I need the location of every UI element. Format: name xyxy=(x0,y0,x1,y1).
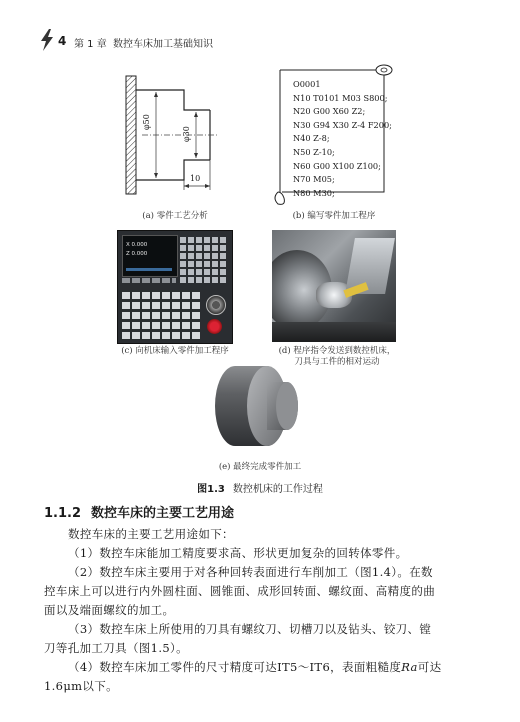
program-line: O0001 xyxy=(293,79,321,89)
program-line: N10 T0101 M03 S800; xyxy=(293,92,388,103)
program-line: N40 Z-8; xyxy=(293,133,330,144)
roughness-symbol: Ra xyxy=(401,660,418,674)
section-heading xyxy=(44,502,234,521)
paragraph-text: 可达 xyxy=(417,660,442,674)
paragraph-line: 1.6μm以下。 xyxy=(44,679,118,693)
figure-title xyxy=(0,480,520,495)
screen-softkeys xyxy=(122,278,176,283)
machine-bed xyxy=(272,322,396,342)
program-line: N80 M30; xyxy=(293,187,335,198)
lightning-icon xyxy=(40,29,54,51)
tool-turret xyxy=(345,238,395,294)
cnc-screen xyxy=(122,235,178,277)
program-text xyxy=(293,78,392,200)
dim-10: 10 xyxy=(190,174,201,183)
dim-phi30: φ30 xyxy=(182,126,191,142)
page-number: 4 xyxy=(58,34,67,48)
program-line: N70 M05; xyxy=(293,174,335,185)
caption-b: (b) 编写零件加工程序 xyxy=(292,211,376,221)
figure-label: 图1.3 xyxy=(197,484,225,495)
caption-d-line1: (d) 程序指令发送到数控机床， xyxy=(278,346,396,356)
paragraph-line: 控车床上可以进行内外圆柱面、圆锥面、成形回转面、螺纹面、高精度的曲 xyxy=(44,584,436,598)
paragraph: （1）数控车床能加工精度要求高、形状更加复杂的回转体零件。 xyxy=(68,546,408,560)
emergency-stop xyxy=(207,319,222,334)
machining-photo xyxy=(272,230,396,342)
alpha-keypad xyxy=(180,235,228,283)
section-title: 数控车床的主要工艺用途 xyxy=(91,506,235,521)
paragraph-line: 面以及端面螺纹的加工。 xyxy=(44,603,175,617)
caption-d-line2: 刀具与工件的相对运动 xyxy=(294,357,380,367)
program-line: N20 G00 X60 Z2; xyxy=(293,106,366,117)
screen-row: Z 0.000 xyxy=(126,251,148,257)
paragraph-line: （2）数控车床主要用于对各种回转表面进行车削加工（图1.4）。在数 xyxy=(68,565,433,579)
paragraph: 数控车床的主要工艺用途如下： xyxy=(68,527,234,541)
program-line: N50 Z-10; xyxy=(293,146,335,157)
paragraph-line xyxy=(44,658,484,677)
caption-e: (e) 最终完成零件加工 xyxy=(218,462,302,472)
cnc-panel-photo xyxy=(117,230,233,344)
program-line: N30 G94 X30 Z-4 F200; xyxy=(293,119,392,130)
paragraph-line: （3）数控车床上所使用的刀具有螺纹刀、切槽刀以及钻头、铰刀、镗 xyxy=(68,622,432,636)
dim-phi50: φ50 xyxy=(142,114,151,130)
screen-row: X 0.000 xyxy=(126,242,148,248)
body-text xyxy=(44,525,484,696)
caption-a: (a) 零件工艺分析 xyxy=(142,211,208,221)
program-line: N60 G00 X100 Z100; xyxy=(293,160,381,171)
header-bar xyxy=(0,0,520,50)
paragraph-line: 刀等孔加工刀具（图1.5）。 xyxy=(44,641,188,655)
operation-keypad xyxy=(122,289,200,339)
chapter-title: 数控车床加工基础知识 xyxy=(113,39,213,50)
finished-part-render xyxy=(205,360,315,450)
caption-c: (c) 向机床输入零件加工程序 xyxy=(121,346,229,356)
feed-override-knob xyxy=(206,295,226,315)
paragraph-text: （4）数控车床加工零件的尺寸精度可达IT5～IT6，表面粗糙度 xyxy=(68,660,402,674)
section-number: 1.1.2 xyxy=(44,506,82,521)
chapter-label: 第 1 章 xyxy=(74,39,107,50)
figure-title-text: 数控机床的工作过程 xyxy=(232,484,323,495)
